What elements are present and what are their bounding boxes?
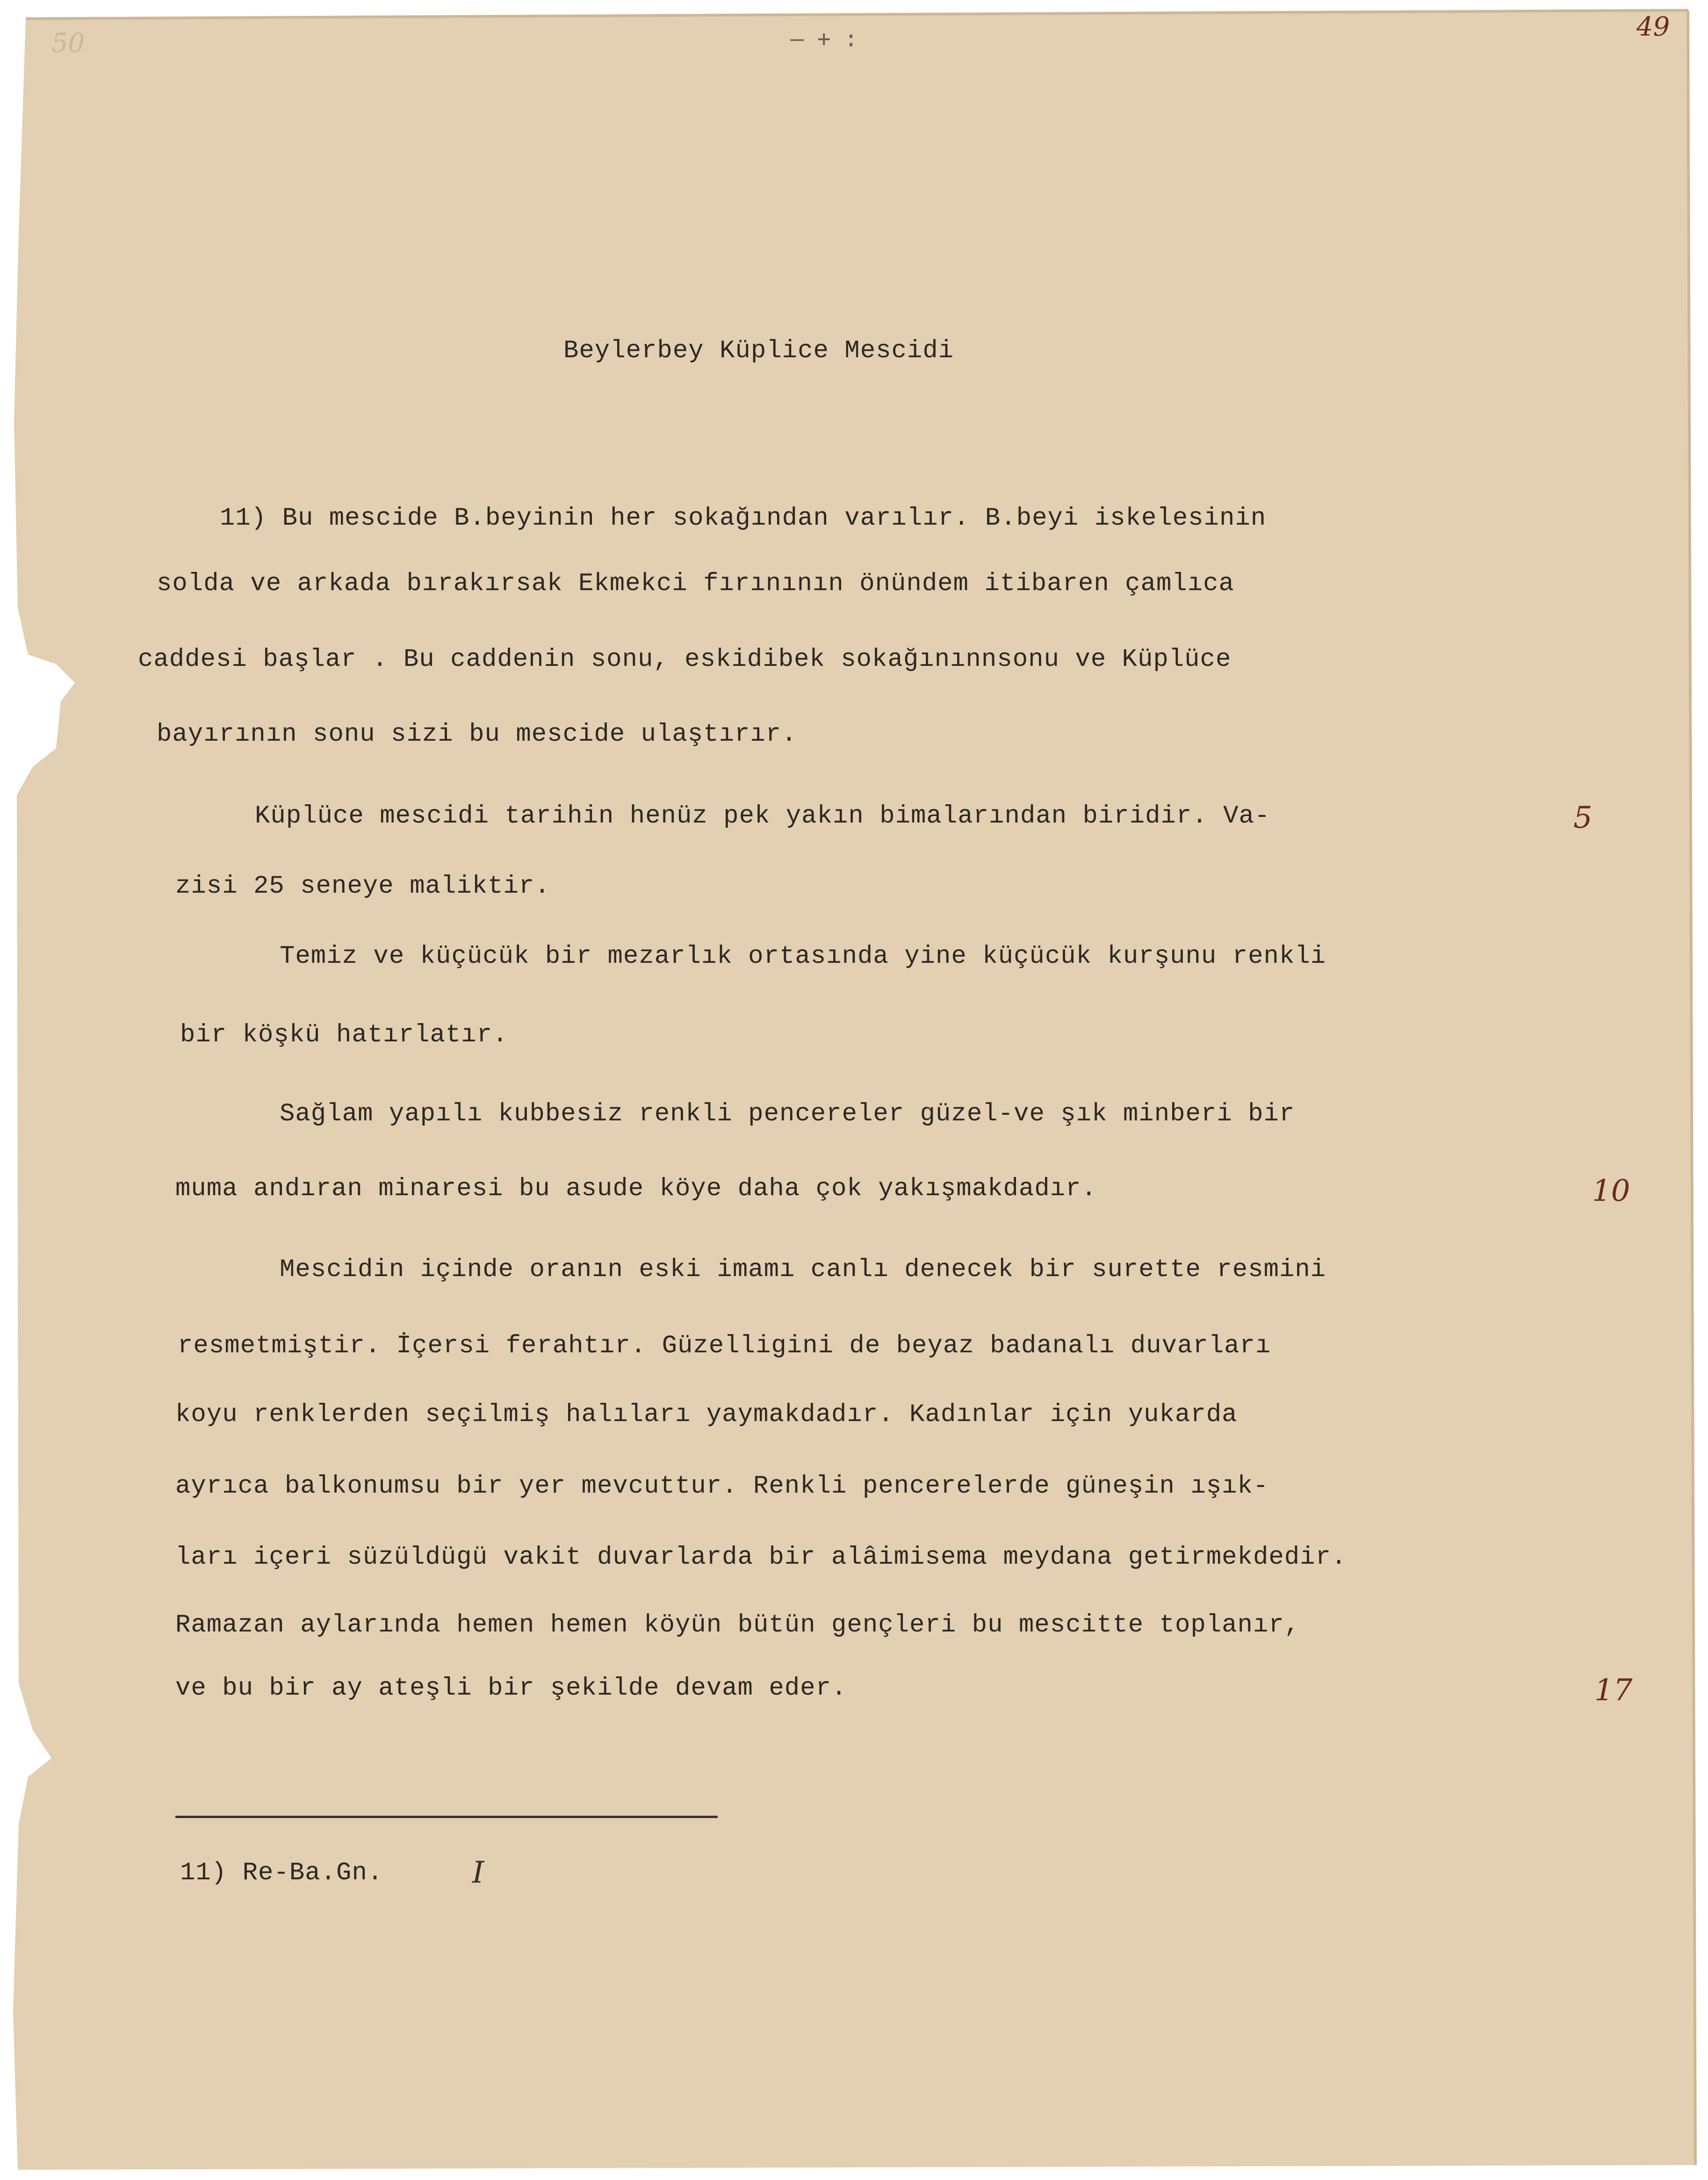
- footnote-rule: [175, 1816, 718, 1818]
- margin-number: 10: [1592, 1174, 1630, 1208]
- text-line: koyu renklerden seçilmiş halıları yaymakdadır. Kadınlar için yukarda: [175, 1400, 1238, 1429]
- faded-page-number: 50: [51, 28, 85, 58]
- text-line: Mescidin içinde oranın eski imamı canlı denecek bir surette resmini: [280, 1256, 1326, 1284]
- text-line: muma andıran minaresi bu asude köye daha çok yakışmakdadır.: [175, 1175, 1097, 1203]
- footnote-handwritten: I: [472, 1855, 484, 1890]
- text-line: Temiz ve küçücük bir mezarlık ortasında yine küçücük kurşunu renkli: [280, 942, 1326, 971]
- text-line: caddesi başlar . Bu caddenin sonu, eskidibek sokağınınnsonu ve Küplüce: [138, 645, 1232, 674]
- text-line: ve bu bir ay ateşli bir şekilde devam eder.: [175, 1674, 847, 1703]
- margin-number: 5: [1573, 801, 1593, 835]
- text-line: Küplüce mescidi tarihin henüz pek yakın bimalarından biridir. Va-: [255, 802, 1270, 830]
- text-line: bayırının sonu sizi bu mescide ulaştırır.: [157, 720, 797, 749]
- text-line: Sağlam yapılı kubbesiz renkli pencereler güzel-ve şık minberi bir: [280, 1100, 1295, 1128]
- top-marks: — + :: [790, 26, 858, 52]
- text-line: ları içeri süzüldügü vakit duvarlarda bir alâimisema meydana getirmekdedir.: [175, 1543, 1347, 1572]
- text-line: resmetmiştir. İçersi ferahtır. Güzelligini de beyaz badanalı duvarları: [178, 1332, 1271, 1360]
- text-line: 11) Bu mescide B.beyinin her sokağından varılır. B.beyi iskelesinin: [220, 504, 1267, 533]
- text-line: ayrıca balkonumsu bir yer mevcuttur. Renkli pencerelerde güneşin ışık-: [175, 1472, 1269, 1501]
- text-line: Ramazan aylarında hemen hemen köyün bütün gençleri bu mescitte toplanır,: [175, 1611, 1300, 1639]
- page-title: Beylerbey Küplice Mescidi: [563, 337, 954, 365]
- folio-number: 49: [1636, 12, 1670, 42]
- margin-number: 17: [1594, 1673, 1633, 1708]
- text-line: zisi 25 seneye maliktir.: [175, 872, 550, 901]
- text-line: solda ve arkada bırakırsak Ekmekci fırınının önündem itibaren çamlıca: [157, 570, 1234, 598]
- footnote: 11) Re-Ba.Gn.: [180, 1859, 383, 1887]
- text-line: bir köşkü hatırlatır.: [180, 1021, 508, 1049]
